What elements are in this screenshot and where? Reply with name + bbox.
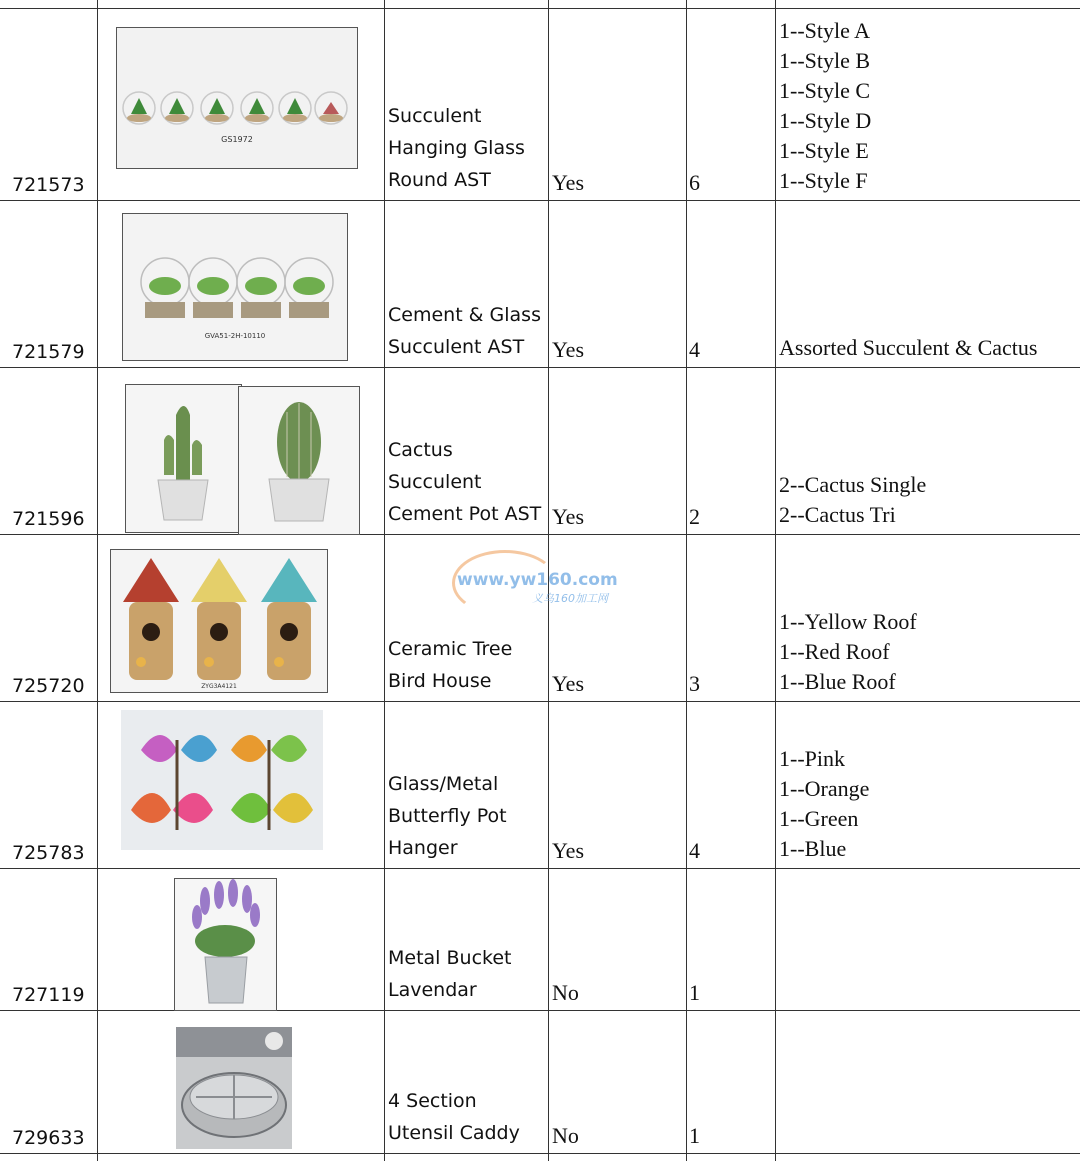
assortment-list <box>779 744 869 864</box>
assortment-list <box>779 607 917 697</box>
quantity-value: 4 <box>689 337 700 362</box>
item-description <box>388 942 548 1006</box>
assortment-line: 2--Cactus Tri <box>779 502 896 527</box>
item-number: 721596 <box>12 508 85 530</box>
table-row <box>0 201 1080 367</box>
item-description <box>388 299 548 363</box>
description-line: Ceramic Tree <box>388 638 513 660</box>
item-number: 727119 <box>12 984 85 1006</box>
table-row <box>0 368 1080 534</box>
quantity-value: 3 <box>689 671 700 696</box>
item-number: 725720 <box>12 675 85 697</box>
assortment-line: 1--Style D <box>779 108 872 133</box>
table-row <box>0 1011 1080 1153</box>
assortment-line: 1--Red Roof <box>779 639 890 664</box>
item-description <box>388 100 548 196</box>
table-row <box>0 702 1080 868</box>
description-line: Succulent <box>388 105 482 127</box>
assortment-line: 1--Style B <box>779 48 871 73</box>
option-value: Yes <box>552 671 585 696</box>
option-value: Yes <box>552 170 585 195</box>
description-line: Cement Pot AST <box>388 503 542 525</box>
assortment-list <box>779 470 926 530</box>
option-value: Yes <box>552 504 585 529</box>
product-photo <box>174 878 277 1011</box>
description-line: Metal Bucket <box>388 947 512 969</box>
assortment-line: 1--Orange <box>779 776 870 801</box>
butterfly-photo <box>121 710 323 850</box>
assortment-line: 1--Style A <box>779 18 871 43</box>
item-number: 729633 <box>12 1127 85 1149</box>
assortment-list <box>779 333 1037 363</box>
product-photo <box>122 213 348 361</box>
item-description <box>388 768 548 864</box>
product-photo <box>121 710 323 850</box>
cactus-tri-photo <box>239 387 359 534</box>
product-photo <box>116 27 358 169</box>
description-line: Glass/Metal <box>388 773 499 795</box>
item-number: 725783 <box>12 842 85 864</box>
assortment-line: 1--Style C <box>779 78 871 103</box>
photo-label: GVA51-2H-10110 <box>204 332 266 340</box>
assortment-line: 1--Blue <box>779 836 847 861</box>
photo-label: ZYG3A4121 <box>201 683 237 690</box>
assortment-line: 2--Cactus Single <box>779 472 927 497</box>
assortment-line: 1--Style F <box>779 168 868 193</box>
option-value: Yes <box>552 337 585 362</box>
description-line: Succulent AST <box>388 336 525 358</box>
product-photo <box>110 549 328 693</box>
option-value: Yes <box>552 838 585 863</box>
lavender-bucket-photo <box>175 879 276 1010</box>
watermark-subtext: 义乌160加工网 <box>532 592 608 605</box>
item-description <box>388 434 548 530</box>
quantity-value: 1 <box>689 1123 700 1148</box>
description-line: Succulent <box>388 471 482 493</box>
description-line: Butterfly Pot <box>388 805 507 827</box>
description-line: Lavendar <box>388 979 477 1001</box>
item-number: 721573 <box>12 174 85 196</box>
assortment-line: 1--Blue Roof <box>779 669 896 694</box>
table-row <box>0 9 1080 200</box>
photo-label: GS1972 <box>221 135 253 144</box>
description-line: Cement & Glass <box>388 304 541 326</box>
option-value: No <box>552 980 579 1005</box>
quantity-value: 1 <box>689 980 700 1005</box>
description-line: Cactus <box>388 439 453 461</box>
item-description <box>388 1085 548 1149</box>
option-value: No <box>552 1123 579 1148</box>
product-photo <box>125 384 242 533</box>
description-line: Utensil Caddy <box>388 1122 520 1144</box>
assortment-line: 1--Style E <box>779 138 869 163</box>
item-description <box>388 633 548 697</box>
bird-house-photo <box>111 550 327 692</box>
table-row <box>0 535 1080 701</box>
quantity-value: 4 <box>689 838 700 863</box>
description-line: 4 Section <box>388 1090 477 1112</box>
description-line: Bird House <box>388 670 492 692</box>
utensil-caddy-photo <box>176 1027 292 1149</box>
cactus-single-photo <box>126 385 241 532</box>
table-row <box>0 869 1080 1010</box>
quantity-value: 6 <box>689 170 700 195</box>
item-number: 721579 <box>12 341 85 363</box>
row-divider <box>0 1153 1080 1154</box>
hanging-glass-photo <box>117 28 357 168</box>
description-line: Round AST <box>388 169 491 191</box>
product-photo <box>238 386 360 535</box>
cement-glass-photo <box>123 214 347 360</box>
description-line: Hanger <box>388 837 458 859</box>
assortment-list <box>779 16 871 196</box>
watermark-text: www.yw160.com <box>457 570 618 590</box>
quantity-value: 2 <box>689 504 700 529</box>
assortment-line: Assorted Succulent & Cactus <box>779 335 1038 360</box>
assortment-line: 1--Yellow Roof <box>779 609 917 634</box>
product-photo <box>176 1027 292 1149</box>
description-line: Hanging Glass <box>388 137 525 159</box>
assortment-line: 1--Green <box>779 806 859 831</box>
assortment-line: 1--Pink <box>779 746 845 771</box>
